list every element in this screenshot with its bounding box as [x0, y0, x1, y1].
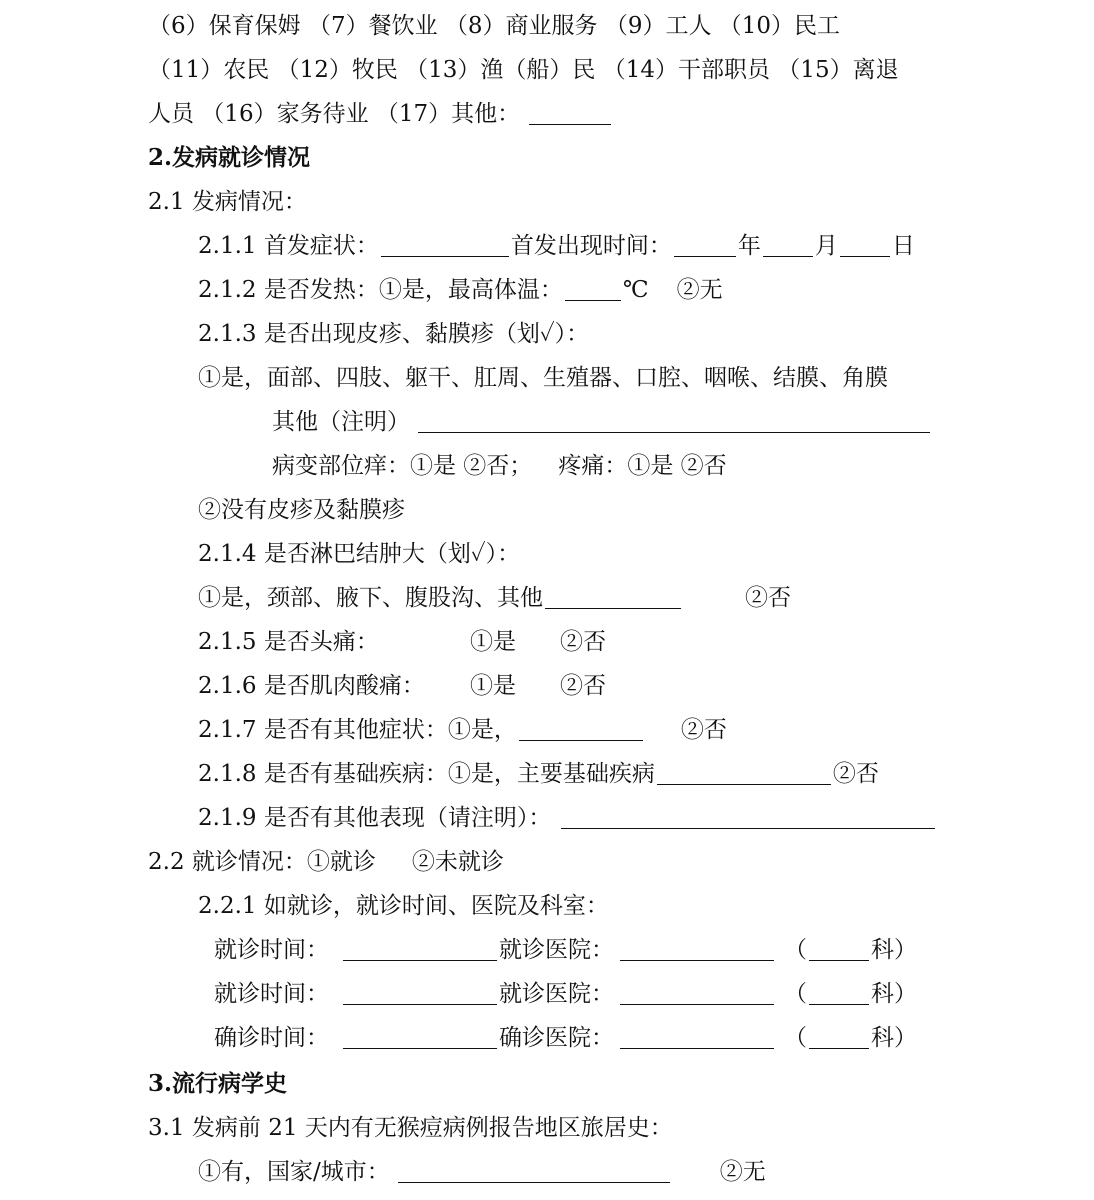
item-label: 2.1.6 是否肌肉酸痛：	[198, 673, 425, 699]
not-visited-option[interactable]: ②未就诊	[411, 849, 504, 875]
department-field[interactable]	[809, 1022, 869, 1049]
other-occupation-field[interactable]	[529, 98, 611, 125]
country-city-field[interactable]	[398, 1156, 670, 1183]
item-2-1-2	[198, 272, 723, 308]
dept-label: 科）	[871, 981, 917, 1007]
dept-label: 科）	[871, 937, 917, 963]
rash-other-line	[272, 404, 932, 440]
onset-month-field[interactable]	[763, 230, 813, 257]
visit-hospital-field[interactable]	[620, 978, 774, 1005]
item-label: 2.2 就诊情况：	[148, 849, 307, 875]
item-2-1-7	[198, 712, 727, 748]
visit-hospital-field[interactable]	[620, 934, 774, 961]
dept-label: 科）	[871, 1025, 917, 1051]
onset-time-label: 首发出现时间：	[510, 233, 672, 259]
item-label: 2.1.8 是否有基础疾病：①是，主要基础疾病	[198, 761, 655, 787]
headache-no-option[interactable]: ②否	[560, 629, 606, 655]
rash-other-label: 其他（注明）	[272, 409, 410, 435]
fever-no-option[interactable]: ②无	[676, 277, 723, 303]
diagnosis-time-label: 确诊时间：	[214, 1025, 329, 1051]
occupation-line-1	[148, 8, 840, 44]
itch-option[interactable]: 病变部位痒：①是 ②否；	[272, 453, 533, 479]
occupation-text: （11）农民 （12）牧民 （13）渔（船）民 （14）干部职员 （15）离退	[148, 57, 899, 83]
occupation-text: 人员 （16）家务待业 （17）其他：	[148, 101, 521, 127]
headache-yes-option[interactable]: ①是	[470, 629, 516, 655]
pain-option[interactable]: 疼痛：①是 ②否	[558, 453, 727, 479]
diagnosis-hospital-label: 确诊医院：	[499, 1025, 614, 1051]
item-2-1-8	[198, 756, 879, 792]
item-label: 2.1.5 是否头痛：	[198, 629, 379, 655]
rash-symptoms-line	[272, 448, 727, 484]
visit-row-2	[214, 976, 917, 1012]
other-symptoms-field[interactable]	[519, 714, 643, 741]
lymph-other-field[interactable]	[545, 582, 681, 609]
travel-no-option[interactable]: ②无	[719, 1159, 766, 1185]
item-label: 2.1.9 是否有其他表现（请注明）：	[198, 805, 552, 831]
lymph-yes-sites[interactable]: ①是，颈部、腋下、腹股沟、其他	[198, 585, 543, 611]
onset-day-field[interactable]	[840, 230, 890, 257]
item-label: 2.1.2 是否发热：①是，最高体温：	[198, 277, 563, 303]
celsius-unit: ℃	[622, 277, 649, 303]
visit-time-label: 就诊时间：	[214, 937, 329, 963]
item-2-1-3: 2.1.3 是否出现皮疹、黏膜疹（划✓）：	[198, 321, 590, 347]
underlying-disease-no-option[interactable]: ②否	[832, 761, 879, 787]
section-2-heading: 2.发病就诊情况	[148, 144, 311, 171]
lymph-node-options	[198, 580, 791, 616]
item-2-1-1	[198, 228, 915, 264]
dept-open: （	[784, 937, 807, 963]
item-3-1: 3.1 发病前 21 天内有无猴痘病例报告地区旅居史：	[148, 1115, 673, 1141]
visit-row-1	[214, 932, 917, 968]
department-field[interactable]	[809, 978, 869, 1005]
other-manifestations-field[interactable]	[561, 802, 935, 829]
rash-other-field[interactable]	[418, 406, 930, 433]
visit-time-field[interactable]	[343, 934, 497, 961]
visit-hospital-label: 就诊医院：	[499, 937, 614, 963]
item-2-1-5	[198, 624, 379, 660]
item-label: 2.1.7 是否有其他症状：①是，	[198, 717, 517, 743]
no-rash-option[interactable]: ②没有皮疹及黏膜疹	[198, 497, 405, 523]
section-2-1-title: 2.1 发病情况：	[148, 189, 307, 215]
section-3-heading: 3.流行病学史	[148, 1070, 288, 1097]
dept-open: （	[784, 981, 807, 1007]
occupation-text: （6）保育保姆 （7）餐饮业 （8）商业服务 （9）工人 （10）民工	[148, 13, 841, 39]
visit-hospital-label: 就诊医院：	[499, 981, 614, 1007]
occupation-line-2	[148, 52, 899, 88]
travel-history-options	[198, 1154, 766, 1190]
item-2-1-9	[198, 800, 937, 836]
section-2-2	[148, 844, 504, 880]
max-temperature-field[interactable]	[565, 274, 621, 301]
department-field[interactable]	[809, 934, 869, 961]
dept-open: （	[784, 1025, 807, 1051]
diagnosis-time-field[interactable]	[343, 1022, 497, 1049]
other-symptoms-no-option[interactable]: ②否	[680, 717, 727, 743]
visit-time-field[interactable]	[343, 978, 497, 1005]
item-2-1-4: 2.1.4 是否淋巴结肿大（划✓）：	[198, 541, 521, 567]
first-symptom-field[interactable]	[381, 230, 509, 257]
item-2-2-1: 2.2.1 如就诊，就诊时间、医院及科室：	[198, 893, 609, 919]
myalgia-yes-option[interactable]: ①是	[470, 673, 516, 699]
lymph-no-option[interactable]: ②否	[745, 585, 791, 611]
rash-yes-sites[interactable]: ①是，面部、四肢、躯干、肛周、生殖器、口腔、咽喉、结膜、角膜	[198, 365, 888, 391]
onset-year-field[interactable]	[674, 230, 736, 257]
underlying-disease-field[interactable]	[657, 758, 831, 785]
visited-option[interactable]: ①就诊	[306, 849, 376, 875]
myalgia-no-option[interactable]: ②否	[560, 673, 606, 699]
occupation-line-3	[148, 96, 613, 132]
diagnosis-hospital-field[interactable]	[620, 1022, 774, 1049]
item-2-1-6	[198, 668, 425, 704]
item-label: 2.1.1 首发症状：	[198, 233, 379, 259]
day-label: 日	[891, 233, 915, 259]
visit-time-label: 就诊时间：	[214, 981, 329, 1007]
year-label: 年	[737, 233, 761, 259]
visit-row-3	[214, 1020, 917, 1056]
travel-yes-option[interactable]: ①有，国家/城市：	[198, 1159, 390, 1185]
month-label: 月	[814, 233, 838, 259]
